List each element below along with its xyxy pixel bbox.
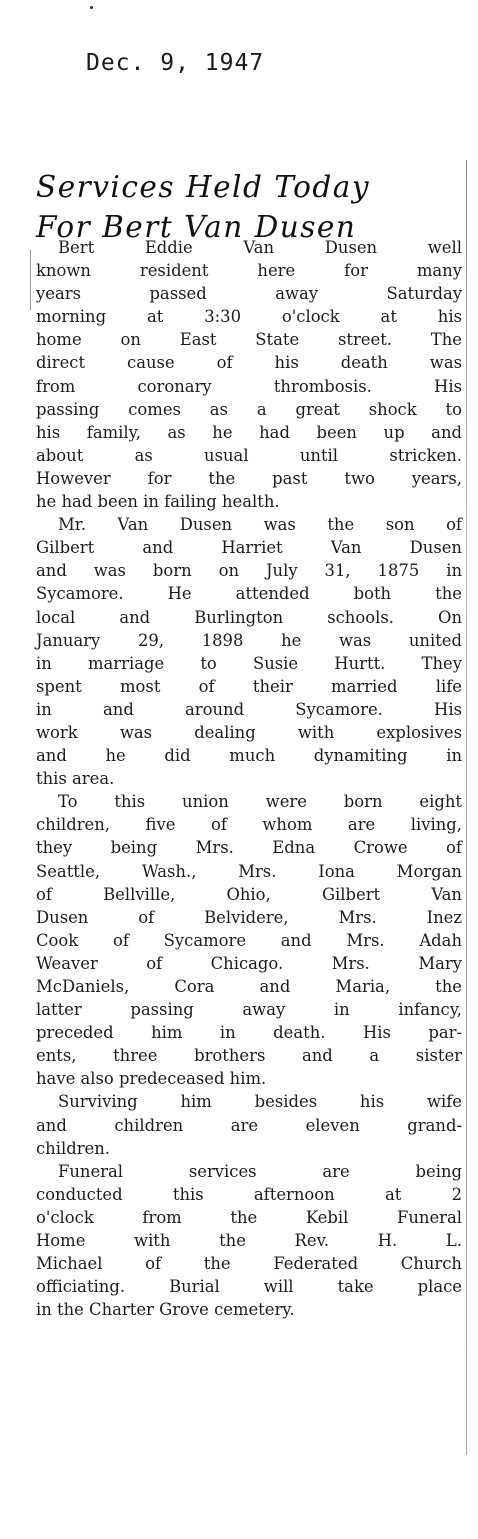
article-line: they being Mrs. Edna Crowe of — [36, 838, 462, 858]
article-line: children, five of whom are living, — [36, 815, 462, 835]
article-line: this area. — [36, 769, 115, 789]
article-line: To this union were born eight — [58, 792, 462, 812]
article-line: from coronary thrombosis. His — [36, 376, 462, 396]
article-line: Funeral services are being — [58, 1161, 462, 1181]
article-line: officiating. Burial will take place — [36, 1277, 462, 1297]
article-line: home on East State street. The — [36, 330, 462, 350]
speck-mark — [90, 6, 93, 9]
article-line: Surviving him besides his wife — [58, 1092, 462, 1112]
article-line: about as usual until stricken. — [36, 445, 462, 465]
article-paragraph — [36, 236, 462, 513]
article-line: in and around Sycamore. His — [36, 699, 462, 719]
article-line: Mr. Van Dusen was the son of — [58, 515, 462, 535]
article-paragraph — [36, 1160, 462, 1322]
article-line: morning at 3:30 o'clock at his — [36, 307, 462, 327]
newspaper-clipping — [30, 160, 462, 1460]
article-line: local and Burlington schools. On — [36, 607, 462, 627]
article-line: he had been in failing health. — [36, 492, 280, 512]
article-line: have also predeceased him. — [36, 1069, 267, 1089]
article-line: in marriage to Susie Hurtt. They — [36, 653, 462, 673]
article-line: latter passing away in infancy, — [36, 1000, 462, 1020]
article-line: Cook of Sycamore and Mrs. Adah — [36, 930, 462, 950]
article-line: spent most of their married life — [36, 676, 462, 696]
article-line: conducted this afternoon at 2 — [36, 1184, 462, 1204]
article-line: in the Charter Grove cemetery. — [36, 1300, 295, 1320]
article-line: direct cause of his death was — [36, 353, 462, 373]
article-paragraph — [36, 513, 462, 790]
clipping-right-edge — [466, 160, 467, 1455]
article-line: However for the past two years, — [36, 468, 462, 488]
article-line: Weaver of Chicago. Mrs. Mary — [36, 953, 462, 973]
article-line: preceded him in death. His par- — [36, 1023, 462, 1043]
article-paragraph — [36, 1090, 462, 1159]
article-line: ents, three brothers and a sister — [36, 1046, 462, 1066]
article-line: Gilbert and Harriet Van Dusen — [36, 538, 462, 558]
article-line: Home with the Rev. H. L. — [36, 1231, 462, 1251]
clipping-left-edge — [30, 250, 31, 310]
article-line: passing comes as a great shock to — [36, 399, 462, 419]
article-line: o'clock from the Kebil Funeral — [36, 1207, 462, 1227]
article-line: McDaniels, Cora and Maria, the — [36, 977, 462, 996]
headline-line-2: For Bert Van Dusen — [36, 210, 357, 244]
article-line: and was born on July 31, 1875 in — [36, 561, 462, 581]
article-line: and children are eleven grand- — [36, 1115, 462, 1135]
article-line: Bert Eddie Van Dusen well — [58, 238, 462, 257]
article-body — [36, 236, 462, 1321]
article-line: January 29, 1898 he was united — [36, 630, 462, 650]
article-paragraph — [36, 790, 462, 1090]
article-line: Michael of the Federated Church — [36, 1254, 462, 1274]
article-line: his family, as he had been up and — [36, 422, 462, 442]
article-line: Seattle, Wash., Mrs. Iona Morgan — [36, 861, 462, 881]
article-line: work was dealing with explosives — [36, 722, 462, 742]
date-stamp: Dec. 9, 1947 — [86, 50, 265, 76]
article-line: Sycamore. He attended both the — [36, 584, 462, 604]
article-line: children. — [36, 1138, 111, 1158]
article-line: years passed away Saturday — [36, 284, 462, 304]
article-line: of Bellville, Ohio, Gilbert Van — [36, 884, 462, 904]
headline-line-1: Services Held Today — [36, 170, 371, 204]
article-line: known resident here for many — [36, 261, 462, 281]
article-line: and he did much dynamiting in — [36, 746, 462, 766]
article-line: Dusen of Belvidere, Mrs. Inez — [36, 907, 462, 927]
